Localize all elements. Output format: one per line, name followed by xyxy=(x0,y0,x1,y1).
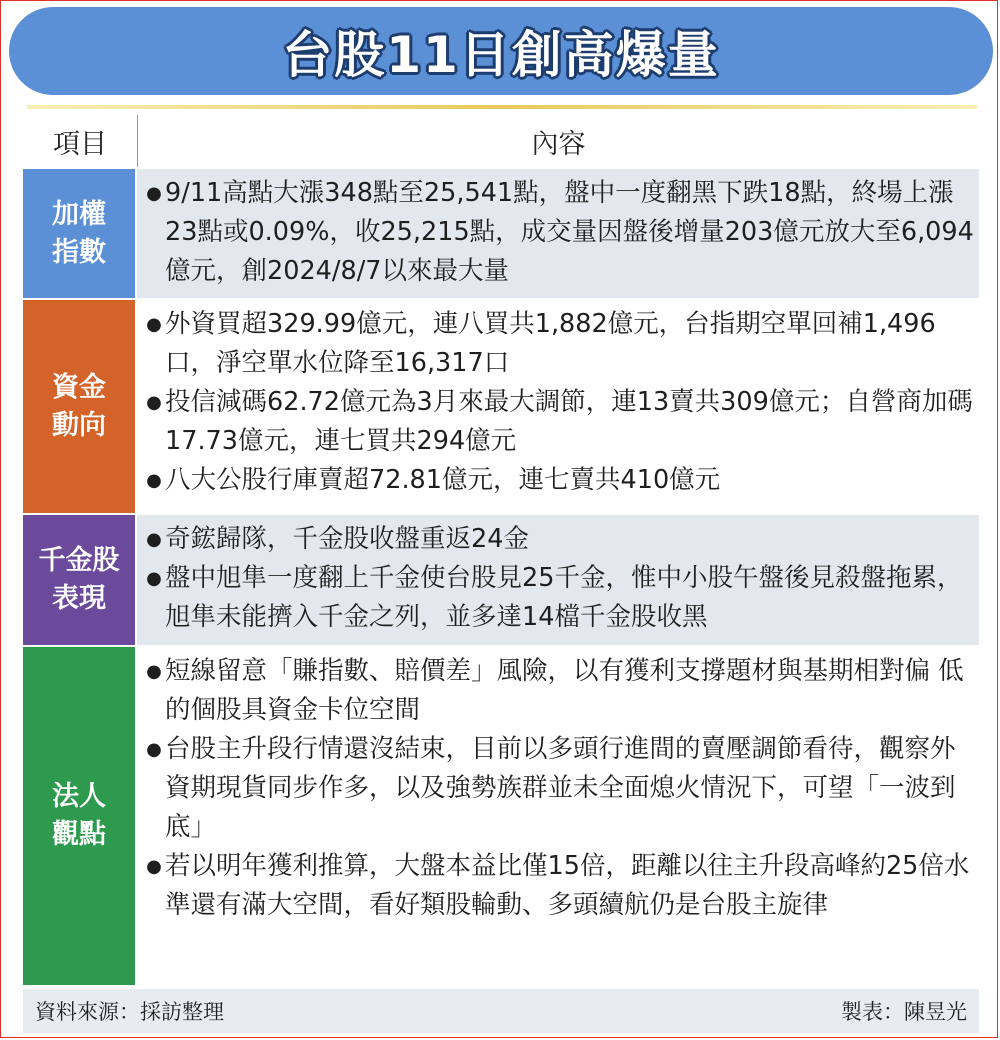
header-item: 項目 xyxy=(23,115,138,167)
table-row-high-price-stocks xyxy=(23,515,979,645)
bullet-text: 盤中旭隼一度翻上千金使台股見25千金，惟中小股午盤後見殺盤拖累，旭隼未能擠入千金之列，並多達14檔千金股收黑 xyxy=(165,563,963,632)
bullet-icon: ● xyxy=(146,739,162,760)
table-row-flows xyxy=(23,300,979,513)
title-divider xyxy=(27,105,977,109)
bullet-item xyxy=(143,520,979,559)
table-row-institutional-view xyxy=(23,647,979,985)
bullet-text: 投信減碼62.72億元為3月來最大調節，連13賣共309億元；自營商加碼17.73億元，連七買共294億元 xyxy=(165,387,973,456)
content-cell xyxy=(137,300,979,513)
bullet-item xyxy=(143,305,979,383)
bullet-icon: ● xyxy=(146,661,162,682)
bullet-text: 奇鋐歸隊，千金股收盤重返24金 xyxy=(165,524,529,554)
table-row-index xyxy=(23,169,979,298)
footer-bar xyxy=(23,989,979,1033)
bullet-text: 八大公股行庫賣超72.81億元，連七賣共410億元 xyxy=(165,465,721,495)
bullet-item xyxy=(143,461,979,500)
bullet-icon: ● xyxy=(146,470,162,491)
content-cell xyxy=(137,169,979,298)
bullet-item xyxy=(143,730,979,847)
table-header xyxy=(23,115,979,167)
bullet-icon: ● xyxy=(146,314,162,335)
category-label: 加權 xyxy=(52,198,106,230)
content-cell xyxy=(137,515,979,645)
bullet-icon: ● xyxy=(146,856,162,877)
bullet-icon: ● xyxy=(146,568,162,589)
info-table xyxy=(23,115,979,985)
category-label: 指數 xyxy=(52,236,106,268)
category-cell xyxy=(23,515,135,645)
source-note: 資料來源：採訪整理 xyxy=(35,1000,224,1024)
category-label: 資金 xyxy=(52,371,106,403)
bullet-item xyxy=(143,174,979,291)
bullet-item xyxy=(143,559,979,637)
category-label: 千金股 xyxy=(38,545,120,576)
bullet-text: 短線留意「賺指數、賠價差」風險，以有獲利支撐題材與基期相對偏 低的個股具資金卡位空間 xyxy=(165,656,964,725)
category-label: 觀點 xyxy=(52,819,106,850)
category-label: 表現 xyxy=(52,583,106,614)
credit-note: 製表：陳昱光 xyxy=(841,1000,967,1024)
bullet-item xyxy=(143,383,979,461)
category-label: 法人 xyxy=(52,781,106,812)
category-label: 動向 xyxy=(52,409,106,441)
category-cell xyxy=(23,647,135,985)
content-cell xyxy=(137,647,979,985)
bullet-text: 外資買超329.99億元，連八買共1,882億元，台指期空單回補1,496口，淨空單水位降至16,317口 xyxy=(165,309,936,378)
category-cell xyxy=(23,300,135,513)
bullet-icon: ● xyxy=(146,529,162,550)
bullet-icon: ● xyxy=(146,183,162,204)
bullet-item xyxy=(143,652,979,730)
category-cell xyxy=(23,169,135,298)
page-title: 台股11日創高爆量 xyxy=(282,26,720,84)
bullet-text: 台股主升段行情還沒結束，目前以多頭行進間的賣壓調節看待，觀察外資期現貨同步作多，以及強勢族群並未全面熄火情況下，可望「一波到底」 xyxy=(165,734,956,842)
bullet-item xyxy=(143,847,979,925)
title-banner xyxy=(9,7,993,95)
bullet-text: 9/11高點大漲348點至25,541點，盤中一度翻黑下跌18點，終場上漲23點或0.09%，收25,215點，成交量因盤後增量203億元放大至6,094億元，創2024/8/7以來最大量 xyxy=(165,178,974,286)
bullet-icon: ● xyxy=(146,392,162,413)
header-content: 內容 xyxy=(531,128,586,160)
bullet-text: 若以明年獲利推算，大盤本益比僅15倍，距離以往主升段高峰約25倍水準還有滿大空間，看好類股輪動、多頭續航仍是台股主旋律 xyxy=(165,851,970,920)
